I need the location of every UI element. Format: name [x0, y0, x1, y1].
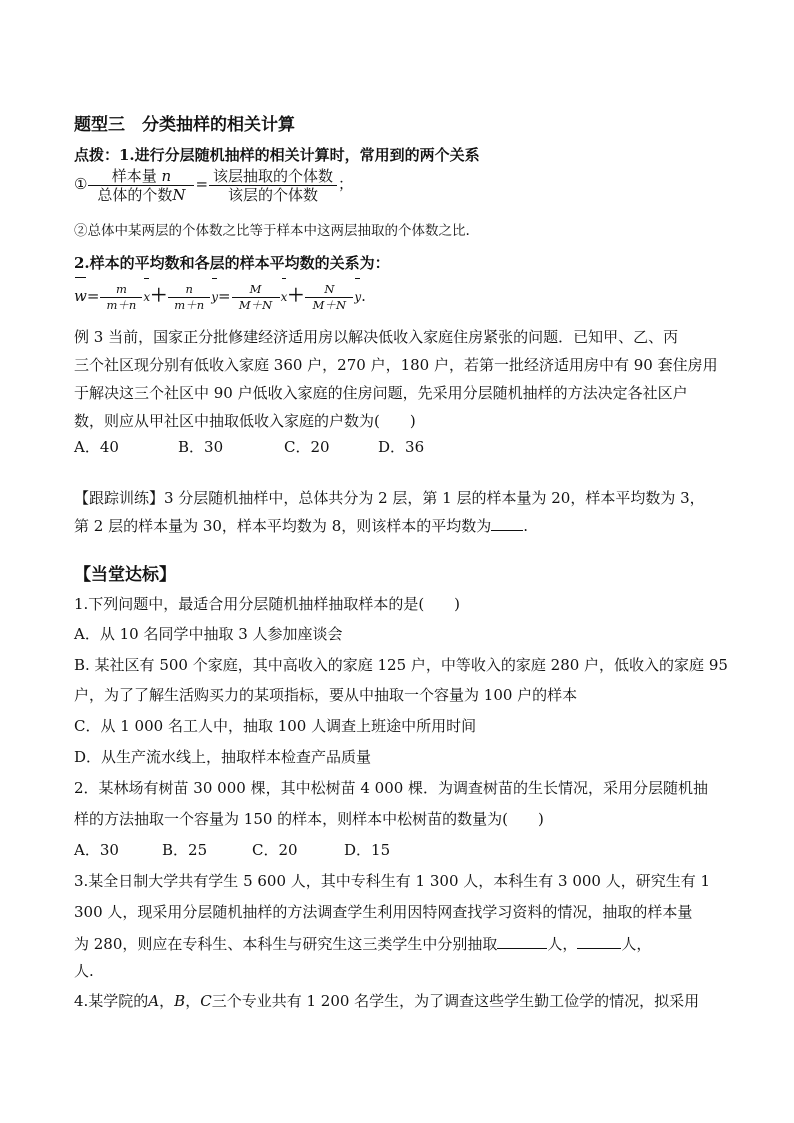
q2-line-1: 2．某林场有树苗 30 000 棵，其中松树苗 4 000 棵．为调查树苗的生长情况，采用分层随机抽	[74, 779, 709, 797]
formula-fraction-3: $\frac{M}{M+N}$	[232, 282, 280, 313]
classroom-title: 【当堂达标】	[74, 565, 176, 585]
q2-option-a: A．30	[74, 841, 119, 859]
q4-sep-1: ，	[159, 992, 175, 1010]
q1-option-d: D．从生产流水线上，抽取样本检查产品质量	[74, 748, 372, 766]
q4-var-c: C	[200, 992, 212, 1010]
relation-1-left-denominator: 总体的个数	[97, 185, 173, 204]
relation-1-mark: ①	[74, 175, 88, 193]
q1-option-c: C．从 1 000 名工人中，抽取 100 人调查上班途中所用时间	[74, 717, 477, 735]
q3-blank-2[interactable]	[577, 932, 621, 949]
formula-plus-2: ＋	[287, 286, 305, 306]
q3-line-1: 3.某全日制大学共有学生 5 600 人，其中专科生有 1 300 人，本科生有 3 000 人，研究生有 1	[74, 872, 711, 890]
q3-line-3	[74, 932, 651, 955]
point-2: 2.样本的平均数和各层的样本平均数的关系为：	[74, 254, 390, 272]
q1-option-b-line-2: 户，为了了解生活购买力的某项指标，要从中抽取一个容量为 100 户的样本	[74, 686, 578, 704]
formula-fraction-1: $\frac{m}{m+n}$	[100, 282, 142, 313]
section-title: 题型三 分类抽样的相关计算	[74, 115, 295, 135]
formula-end: .	[361, 287, 366, 305]
q1-option-a: A．从 10 名同学中抽取 3 人参加座谈会	[74, 625, 343, 643]
q2-options	[74, 839, 390, 861]
training-line-1: 【跟踪训练】3 分层随机抽样中，总体共分为 2 层，第 1 层的样本量为 20，样本平均数为 3，	[74, 489, 705, 507]
relation-1-left-fraction	[88, 167, 194, 204]
q4-var-b: B	[174, 992, 186, 1010]
example-3-options	[74, 436, 424, 458]
relation-1-right-denominator: 该层的个体数	[228, 185, 319, 204]
example-3-line-1: 例 3 当前，国家正分批修建经济适用房以解决低收入家庭住房紧张的问题．已知甲、乙、丙	[74, 328, 679, 346]
example-3-option-c: C．20	[284, 438, 330, 456]
example-3-line-3: 于解决这三个社区中 90 户低收入家庭的住房问题，先采用分层随机抽样的方法决定各社区户	[74, 384, 688, 402]
example-3-option-b: B．30	[178, 438, 224, 456]
q3-line-2: 300 人，现采用分层随机抽样的方法调查学生利用因特网查找学习资料的情况，抽取的样本量	[74, 903, 693, 921]
relation-1-left-numerator: 样本量	[111, 166, 157, 185]
formula-x-bar: x	[143, 277, 150, 317]
relation-1	[74, 164, 353, 204]
formula-y-bar: y	[211, 277, 218, 317]
example-3-option-d: D．36	[378, 438, 425, 456]
formula-y-bar-2: y	[354, 277, 361, 317]
q2-option-b: B．25	[162, 841, 208, 859]
mean-formula	[74, 276, 366, 317]
relation-1-left-denominator-var: N	[172, 185, 186, 204]
example-3-line-2: 三个社区现分别有低收入家庭 360 户，270 户，180 户，若第一批经济适用房中有 90 套住房用	[74, 356, 718, 374]
q2-option-d: D．15	[344, 841, 391, 859]
q3-line-4: 人.	[74, 962, 94, 980]
relation-1-left-numerator-var: n	[161, 166, 172, 185]
q3-unit-2: 人，	[621, 935, 652, 953]
formula-fraction-4: $\frac{N}{M+N}$	[305, 282, 353, 313]
relation-2: ②总体中某两层的个体数之比等于样本中这两层抽取的个体数之比.	[74, 223, 470, 239]
training-end: .	[523, 517, 529, 535]
q1-option-b-line-1: B. 某社区有 500 个家庭，其中高收入的家庭 125 户，中等收入的家庭 280 户，低收入的家庭 95	[74, 656, 728, 674]
q1-stem: 1.下列问题中，最适合用分层随机抽样抽取样本的是( )	[74, 595, 461, 613]
q3-line-3-text: 为 280，则应在专科生、本科生与研究生这三类学生中分别抽取	[74, 935, 498, 953]
relation-1-right-numerator: 该层抽取的个体数	[209, 167, 337, 186]
example-3-line-4: 数，则应从甲社区中抽取低收入家庭的户数为( )	[74, 412, 416, 430]
q4-line-1	[74, 990, 699, 1012]
q3-unit-1: 人，	[547, 935, 578, 953]
q2-line-2: 样的方法抽取一个容量为 150 的样本，则样本中松树苗的数量为( )	[74, 810, 544, 828]
q3-blank-1[interactable]	[497, 932, 547, 949]
q2-option-c: C．20	[252, 841, 298, 859]
training-line-2	[74, 514, 528, 537]
tip-title: 点拨：1.进行分层随机抽样的相关计算时，常用到的两个关系	[74, 146, 480, 164]
formula-equals-1: =	[86, 287, 100, 305]
formula-w-bar: w	[74, 276, 87, 316]
training-text: 第 2 层的样本量为 30，样本平均数为 8，则该样本的平均数为	[74, 517, 492, 535]
q4-sep-2: ，	[185, 992, 201, 1010]
training-answer-blank[interactable]	[491, 514, 523, 531]
q4-var-a: A	[148, 992, 160, 1010]
relation-1-end: ；	[338, 175, 354, 193]
formula-plus-1: ＋	[150, 286, 168, 306]
relation-1-right-fraction	[209, 167, 337, 204]
example-3-option-a: A．40	[74, 438, 119, 456]
q4-prefix: 4.某学院的	[74, 992, 149, 1010]
formula-equals-2: =	[217, 287, 231, 305]
relation-1-equals: =	[195, 175, 209, 193]
formula-fraction-2: $\frac{n}{m+n}$	[168, 282, 210, 313]
q4-rest: 三个专业共有 1 200 名学生，为了调查这些学生勤工俭学的情况，拟采用	[211, 992, 700, 1010]
formula-x-bar-2: x	[281, 277, 288, 317]
